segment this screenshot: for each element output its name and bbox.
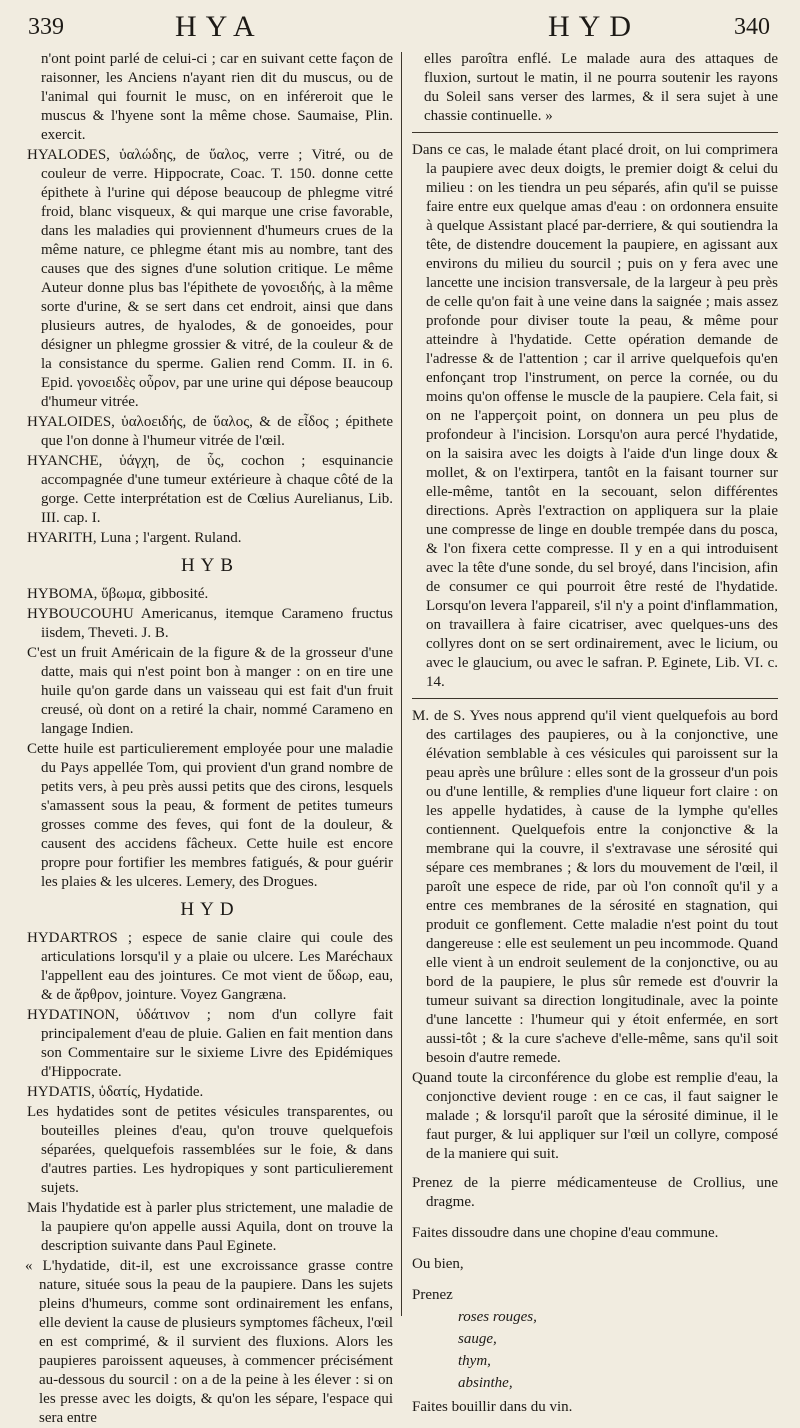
recipe-prenez: Prenez [412, 1287, 453, 1303]
paragraph: C'est un fruit Américain de la figure & de la grosseur d'une datte, mais qui n'est point bon à manger : on en tire une huile qu'on garde dans un vaisseau qui est fait d'un fruit creusé, où dont on a retiré la chair, nommé Carameno en langage Indien. [27, 645, 393, 737]
recipe-line: Ou bien, [412, 1256, 464, 1272]
recipe-line: Prenez de la pierre médicamenteuse de Crollius, une dragme. [412, 1175, 778, 1210]
right-guide-word: HYD [548, 10, 640, 43]
left-column [25, 50, 393, 1426]
paragraph: Quand toute la circonférence du globe est remplie d'eau, la conjonctive devient rouge : en ce cas, il faut saigner le malade ; & lorsqu'il paroît que la sérosité diminue, il le faut purger, & lui appliquer sur l'œil un collyre, composé de la maniere qui suit. [412, 1070, 778, 1162]
left-page-number: 339 [28, 14, 64, 40]
running-header [0, 0, 800, 50]
paragraph: Les hydatides sont de petites vésicules transparentes, ou bouteilles pleines d'eau, qu'on trouve quelquefois séparées, quelquefois rassemblées sur le foie, & dans d'autres parties. Les hydropiques y sont particulierement sujets. [27, 1104, 393, 1196]
quotation: « L'hydatide, dit-il, est une excroissance grasse contre nature, située sous la peau de la paupiere. Dans les sujets pleins d'humeurs, comme sont ordinairement les enfans, elle devient la cause de plusieurs symptomes fâcheux, l'œil en est comprimé, & il survient des fluxions. Alors les paupieres paroissent aqueuses, à commencer précisément au-dessous du sourcil : on a de la peine à les élever : si on les presse avec les doigts, & qu'on les sépare, l'espace qui sera entre [25, 1258, 393, 1426]
ingredient: sauge, [458, 1331, 497, 1347]
ingredient-list [412, 1306, 778, 1394]
section-heading-hyb: HYB [180, 555, 240, 576]
section-heading-hyd: HYD [180, 899, 240, 920]
entry-hyarith: HYARITH, Luna ; l'argent. Ruland. [27, 530, 242, 546]
ingredient: thym, [458, 1353, 491, 1369]
recipe-line: Faites bouillir dans du vin. [412, 1399, 573, 1415]
right-column [412, 50, 778, 1415]
left-guide-word: HYA [175, 10, 264, 43]
entry-hyboma: HYBOMA, ὕβωμα, gibbosité. [27, 586, 209, 602]
entry-hydartros: HYDARTROS ; espece de sanie claire qui coule des articulations lorsqu'il y a plaie ou ulcere. Les Maréchaux l'appellent eau des jointures. Ce mot vient de ὕδωρ, eau, & de ἄρθρον, jointure. Voyez Gangræna. [27, 930, 393, 1003]
column-divider [401, 52, 402, 1316]
recipe-line: Faites dissoudre dans une chopine d'eau commune. [412, 1225, 719, 1241]
separator-rule [412, 132, 778, 133]
paragraph: M. de S. Yves nous apprend qu'il vient quelquefois au bord des cartilages des paupieres, ou à la conjonctive, une élévation semblable à ces vésicules qui paroissent sur la peau après une brûlure : elles sont de la grosseur d'un pois ou d'une lentille, & remplies d'une liqueur fort claire : on les appelle hydatides, à cause de la lymphe qu'elles contiennent. Quelquefois entre la conjonctive & la membrane qui la couvre, il s'extravase une sérosité qui sépare ces membranes ; & lors du mouvement de l'œil, il paroît une espece de ride, par où l'on connoît qu'il y a entre ces membranes de la sérosité en stagnation, qui produit ce gonflement. Cette maladie n'est point du tout dangereuse : elle est seulement un peu incommode. Quand elle vient à un endroit seulement de la conjonctive, ou au bord de la paupiere, le plus sûr remede est d'ouvrir la tumeur suivant sa direction longitudinale, avec la pointe d'une lancette : l'humeur qui y étoit enfermée, en sort aussi-tôt ; & la cure s'acheve d'elle-même, sans qu'il soit besoin d'autre remede. [412, 708, 778, 1066]
ingredient: absinthe, [458, 1375, 513, 1391]
quotation-continued: elles paroîtra enflé. Le malade aura des attaques de fluxion, surtout le matin, il ne pourra soutenir les rayons du Soleil sans verser des larmes, & il sera sujet à une chassie continuelle. » [424, 51, 778, 124]
separator-rule [412, 698, 778, 699]
right-page-number: 340 [734, 14, 770, 40]
entry-hyalodes: HYALODES, ὑαλώδης, de ὕαλος, verre ; Vitré, ou de couleur de verre. Hippocrate, Coac. T. 150. donne cette épithete à l'urine qui dépose beaucoup de phlegme vitré froid, blanc visqueux, & qui marque une crise favorable, dans les maladies qui proviennent d'humeurs crues de la même nature, ce phlegme étant mis au nombre, tant des causes que des signes d'une solution critique. Le même Auteur donne plus bas l'épithete de γονοειδής, à la même sorte d'urine, & se sert dans cet endroit, ainsi que dans plusieurs autres, de hyalodes, & de gonoeides, pour désigner un phlegme grossier & vitré, de la couleur & de la consistance du sperme. Galien rend Comm. II. in 6. Epid. γονοειδὲς οὖρον, par une urine qui dépose beaucoup d'humeur vitrée. [27, 147, 393, 410]
ingredient: roses rouges, [458, 1309, 537, 1325]
entry-hyaloides: HYALOIDES, ὑαλοειδής, de ὕαλος, & de εἶδος ; épithete que l'on donne à l'humeur vitrée de l'œil. [27, 414, 393, 449]
entry-hydatis: HYDATIS, ὑδατίς, Hydatide. [27, 1084, 204, 1100]
paragraph: Dans ce cas, le malade étant placé droit, on lui comprimera la paupiere avec deux doigts, le premier doigt & celui du milieu : on les tiendra un peu séparés, afin qu'il se puisse faire entre eux quelque amas d'eau : on ordonnera ensuite à quelque Assistant placé par-derriere, & qui soutiendra la tête, de distendre doucement la paupiere, en agissant aux environs du milieu du sourcil ; puis on y fera avec une lancette une incision transversale, de la largeur à peu près de celle qu'on fait à une veine dans la saignée ; mais assez profonde pour diviser toute la peau, & même pour atteindre à l'hydatide. Cette opération demande de l'adresse & de l'attention ; car il arrive quelquefois qu'en enfonçant trop l'instrument, on perce la cornée, ou du moins qu'on offense le muscle de la paupiere. Cela fait, si on ne l'apperçoit point, on donnera un peu plus de profondeur à l'incision. Lorsqu'on aura percé l'hydatide, on la saisira avec les doigts à l'aide d'un linge doux & mollet, & on l'extirpera, tantôt en la faisant tourner sur elle-même, tantôt en la secouant, selon différentes directions. Après l'extraction on appliquera sur la plaie une compresse de linge en double trempée dans du posca, & l'on fixera cette compresse. Il y en a qui introduisent avec la tête d'une sonde, du sel broyé, dans l'incision, afin de consumer ce qui pourroit être resté de l'hydatide. Lorsqu'on levera l'appareil, s'il n'y a point d'inflammation, on travaillera à faire cicatriser, avec quelques-uns des collyres dont on se sert ordinairement, avec le licium, ou avec le glaucium, ou avec le safran. P. Eginete, Lib. VI. c. 14. [412, 142, 778, 690]
entry-hydatinon: HYDATINON, ὑδάτινον ; nom d'un collyre fait principalement d'eau de pluie. Galien en fait mention dans son Commentaire sur le sixieme Livre des Epidémiques d'Hippocrate. [27, 1007, 393, 1080]
paragraph: Mais l'hydatide est à parler plus strictement, une maladie de la paupiere qu'on appelle aussi Aquila, dont on trouve la description suivante dans Paul Eginete. [27, 1200, 393, 1254]
entry-hyanche: HYANCHE, ὑάγχη, de ὗς, cochon ; esquinancie accompagnée d'une tumeur extérieure à chaque côté de la gorge. Cette interprétation est de Cœlius Aurelianus, Lib. III. cap. I. [27, 453, 393, 526]
paragraph: Cette huile est particulierement employée pour une maladie du Pays appellée Tom, qui provient d'un grand nombre de petits vers, à peu près aussi petits que des cirons, lesquels s'amassent sous la peau, & forment de petites tumeurs grosses comme des feves, qui font de la douleur, & causent des accidens fâcheux. Cette huile est encore propre pour fortifier les membres fatigués, & pour guérir les plaies & les ulceres. Lemery, des Drogues. [27, 741, 393, 890]
continued-paragraph: n'ont point parlé de celui-ci ; car en suivant cette façon de raisonner, les Anciens n'ayant rien dit du muscus, ou de l'animal qui fournit le musc, on en inféreroit que le muscus & l'hyene sont la même chose. Saumaise, Plin. exercit. [41, 51, 393, 143]
entry-hyboucouhu: HYBOUCOUHU Americanus, itemque Carameno fructus iisdem, Theveti. J. B. [27, 606, 393, 641]
